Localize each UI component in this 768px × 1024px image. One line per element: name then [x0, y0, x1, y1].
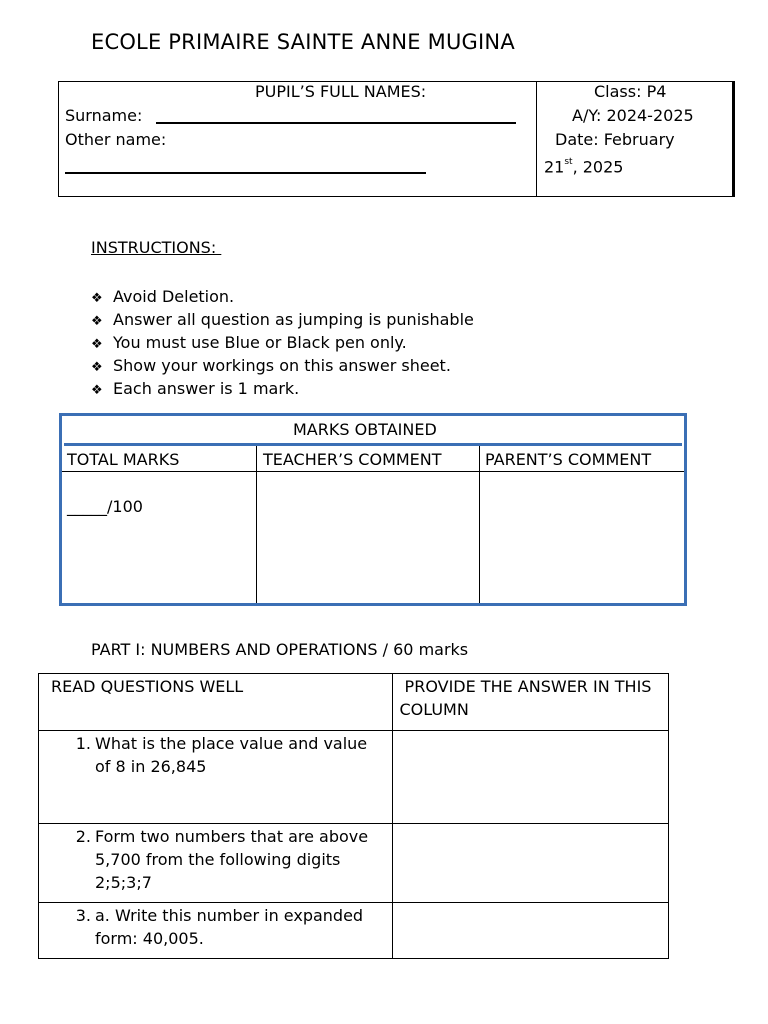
- col-questions-label: READ QUESTIONS WELL: [51, 677, 244, 696]
- surname-line[interactable]: [156, 122, 516, 124]
- diamond-bullet-icon: ❖: [91, 314, 103, 329]
- date-year: , 2025: [572, 157, 624, 177]
- date-value: [544, 152, 623, 179]
- instructions-heading: INSTRUCTIONS:: [91, 238, 222, 257]
- other-name-label: Other name:: [65, 130, 167, 149]
- question-number: 1.: [75, 734, 91, 753]
- marks-header-separator: [62, 471, 684, 472]
- table-row: [39, 731, 669, 824]
- other-name-line[interactable]: [65, 172, 426, 174]
- instruction-text: Each answer is 1 mark.: [113, 379, 300, 398]
- instruction-item: [91, 378, 474, 401]
- surname-label: Surname:: [65, 106, 143, 125]
- part1-heading: PART I: NUMBERS AND OPERATIONS / 60 marks: [91, 640, 469, 659]
- date-suffix: st: [564, 157, 573, 167]
- answer-cell[interactable]: [393, 731, 669, 824]
- instruction-text: Avoid Deletion.: [113, 287, 235, 306]
- instruction-item: [91, 309, 474, 332]
- question-text: a. Write this number in expanded form: 40,005.: [95, 906, 364, 948]
- instructions-list: [91, 286, 474, 401]
- question-cell: [39, 903, 393, 959]
- col-teacher-comment: TEACHER’S COMMENT: [263, 450, 442, 469]
- question-cell: [39, 824, 393, 903]
- marks-title: MARKS OBTAINED: [293, 420, 437, 439]
- table-header-row: [39, 674, 669, 731]
- answer-cell[interactable]: [393, 824, 669, 903]
- school-title: ECOLE PRIMAIRE SAINTE ANNE MUGINA: [91, 30, 515, 54]
- marks-table: [59, 413, 687, 606]
- class-label: Class: P4: [594, 82, 667, 101]
- instruction-item: [91, 286, 474, 309]
- question-text: What is the place value and value of 8 in 26,845: [95, 734, 368, 776]
- question-cell: [39, 731, 393, 824]
- table-row: [39, 903, 669, 959]
- table-row: [39, 824, 669, 903]
- diamond-bullet-icon: ❖: [91, 383, 103, 398]
- col-questions-header: [39, 674, 393, 731]
- marks-title-separator: [64, 443, 682, 446]
- col-total-marks: TOTAL MARKS: [67, 450, 180, 469]
- instruction-text: You must use Blue or Black pen only.: [113, 333, 407, 352]
- question-number: 2.: [75, 827, 91, 846]
- col-parent-comment: PARENT’S COMMENT: [485, 450, 652, 469]
- question-text: Form two numbers that are above 5,700 from the following digits 2;5;3;7: [95, 827, 369, 892]
- marks-col-divider-1: [256, 446, 257, 603]
- full-names-label: PUPIL’S FULL NAMES:: [255, 82, 427, 101]
- date-label: Date: February: [555, 130, 675, 149]
- question-number: 3.: [75, 906, 91, 925]
- col-answers-header: [393, 674, 669, 731]
- academic-year: A/Y: 2024-2025: [572, 106, 694, 125]
- diamond-bullet-icon: ❖: [91, 360, 103, 375]
- date-day: 21: [544, 157, 565, 177]
- instruction-text: Answer all question as jumping is punishable: [113, 310, 474, 329]
- answer-cell[interactable]: [393, 903, 669, 959]
- col-answers-label: PROVIDE THE ANSWER IN THIS COLUMN: [399, 677, 657, 719]
- diamond-bullet-icon: ❖: [91, 337, 103, 352]
- diamond-bullet-icon: ❖: [91, 291, 103, 306]
- instruction-text: Show your workings on this answer sheet.: [113, 356, 451, 375]
- instruction-item: [91, 355, 474, 378]
- instruction-item: [91, 332, 474, 355]
- info-box-divider: [536, 81, 537, 197]
- marks-col-divider-2: [479, 446, 480, 603]
- questions-table: [38, 673, 669, 959]
- total-marks-value[interactable]: _____/100: [67, 497, 143, 516]
